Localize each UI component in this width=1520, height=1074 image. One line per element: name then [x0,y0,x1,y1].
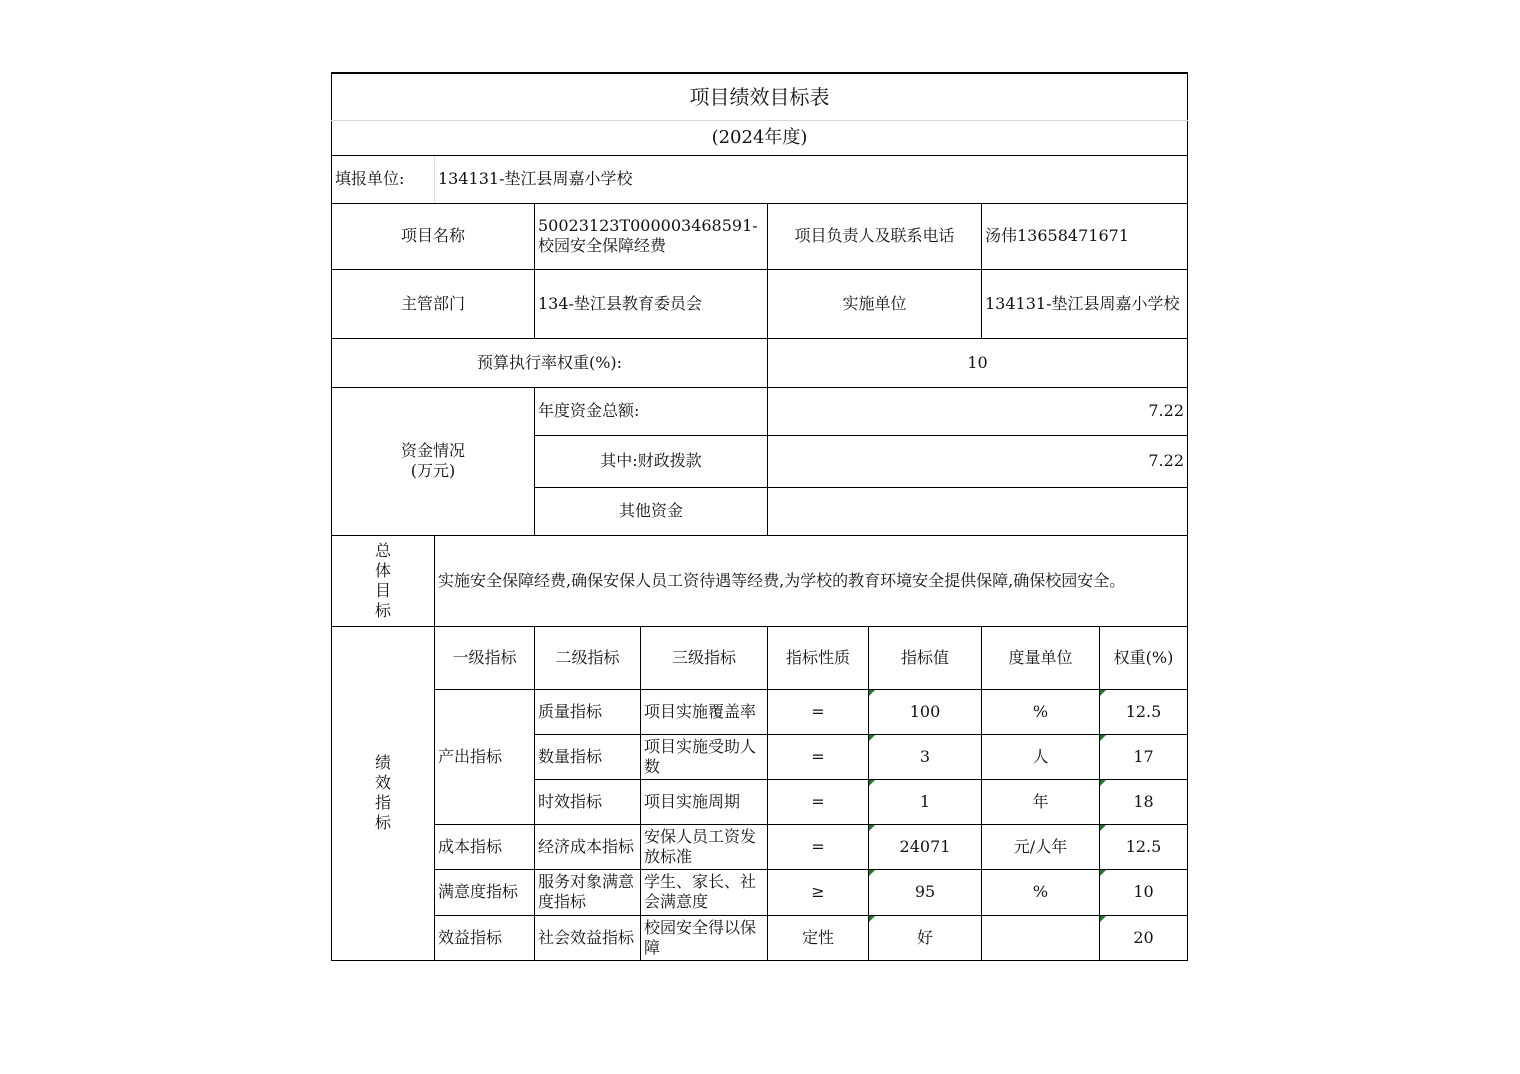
header-level2: 二级指标 [535,626,641,689]
performance-indicators-label [332,626,435,960]
perf-char: 指 [374,793,391,812]
budget-weight-value: 10 [768,338,1188,387]
funds-label-unit: (万元) [410,461,456,480]
goal-char: 总 [374,540,391,560]
overall-goal-label [332,535,435,626]
page-title: 项目绩效目标表 [332,73,1188,120]
other-funds-value [768,487,1188,535]
header-value: 指标值 [869,626,982,689]
row-unit [982,915,1100,960]
table-row [332,689,1188,734]
header-nature: 指标性质 [768,626,869,689]
goal-char: 标 [374,600,391,620]
year-label: (2024年度) [332,120,1188,155]
perf-char: 效 [374,773,391,792]
project-name-value: 50023123T000003468591-校园安全保障经费 [535,203,768,269]
row-value: 3 [869,734,982,779]
header-unit: 度量单位 [982,626,1100,689]
row-weight: 17 [1100,734,1188,779]
row-value: 好 [869,915,982,960]
row-weight: 20 [1100,915,1188,960]
row-level1: 成本指标 [435,824,535,869]
header-level3: 三级指标 [641,626,768,689]
project-name-label: 项目名称 [332,203,535,269]
row-level2: 数量指标 [535,734,641,779]
row-level2: 社会效益指标 [535,915,641,960]
row-weight: 12.5 [1100,824,1188,869]
table-row [332,915,1188,960]
row-unit: 人 [982,734,1100,779]
row-weight: 18 [1100,779,1188,824]
row-level1: 产出指标 [435,689,535,824]
row-unit: % [982,869,1100,915]
fill-unit-value: 134131-垫江县周嘉小学校 [435,155,1188,203]
row-level3: 学生、家长、社会满意度 [641,869,768,915]
row-level2: 时效指标 [535,779,641,824]
row-nature: = [768,734,869,779]
performance-goal-sheet [331,72,1187,961]
row-weight: 10 [1100,869,1188,915]
row-value: 95 [869,869,982,915]
row-value: 1 [869,779,982,824]
row-level2: 质量指标 [535,689,641,734]
row-value: 100 [869,689,982,734]
row-unit: 元/人年 [982,824,1100,869]
table-row [332,824,1188,869]
row-nature: ≥ [768,869,869,915]
table-row [332,869,1188,915]
impl-label: 实施单位 [768,269,982,338]
annual-total-value: 7.22 [768,387,1188,435]
performance-goal-table [331,72,1188,961]
row-level2: 经济成本指标 [535,824,641,869]
row-nature: = [768,824,869,869]
header-level1: 一级指标 [435,626,535,689]
dept-label: 主管部门 [332,269,535,338]
row-nature: = [768,689,869,734]
contact-value: 汤伟13658471671 [982,203,1188,269]
annual-total-label: 年度资金总额: [535,387,768,435]
row-level3: 项目实施覆盖率 [641,689,768,734]
row-level3: 项目实施周期 [641,779,768,824]
contact-label: 项目负责人及联系电话 [768,203,982,269]
row-level1: 满意度指标 [435,869,535,915]
overall-goal-text: 实施安全保障经费,确保安保人员工资待遇等经费,为学校的教育环境安全提供保障,确保校园安全。 [435,535,1188,626]
goal-char: 目 [374,580,391,600]
row-level3: 校园安全得以保障 [641,915,768,960]
other-funds-label: 其他资金 [535,487,768,535]
fill-unit-label: 填报单位: [332,155,435,203]
row-weight: 12.5 [1100,689,1188,734]
row-level3: 项目实施受助人数 [641,734,768,779]
funds-label-main: 资金情况 [400,441,465,460]
row-unit: 年 [982,779,1100,824]
row-value: 24071 [869,824,982,869]
budget-weight-label: 预算执行率权重(%): [332,338,768,387]
impl-value: 134131-垫江县周嘉小学校 [982,269,1188,338]
row-nature: = [768,779,869,824]
perf-char: 绩 [374,753,391,772]
row-nature: 定性 [768,915,869,960]
fiscal-label: 其中:财政拨款 [535,435,768,487]
row-level2: 服务对象满意度指标 [535,869,641,915]
funds-label [332,387,535,535]
row-level1: 效益指标 [435,915,535,960]
dept-value: 134-垫江县教育委员会 [535,269,768,338]
header-weight: 权重(%) [1100,626,1188,689]
goal-char: 体 [374,560,391,580]
fiscal-value: 7.22 [768,435,1188,487]
row-level3: 安保人员工资发放标准 [641,824,768,869]
perf-char: 标 [374,813,391,832]
row-unit: % [982,689,1100,734]
